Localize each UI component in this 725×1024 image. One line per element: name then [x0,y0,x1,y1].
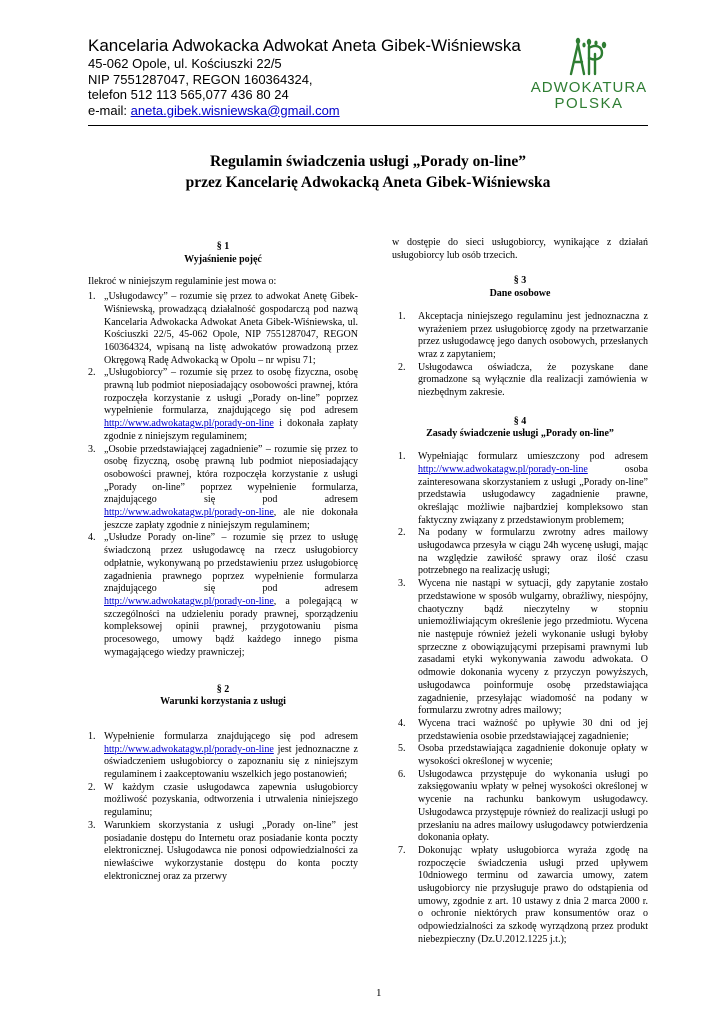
list-item [392,845,648,947]
list-item [392,743,648,768]
firm-address: 45-062 Opole, ul. Kościuszki 22/5 [88,56,282,71]
section-1-list [88,291,358,659]
header-divider [88,125,648,126]
item-number: 2. [398,527,406,539]
item-number: 1. [398,310,406,322]
item-text: , a polegającą w szczególności na udzieleniu porady prawnej, sporządzeniu kompleksowej opinii prawnej, przygotowaniu pisma procesowego, umowy bądź każdego innego pisma wymagającego wiedzy prawniczej; [104,595,358,658]
item-text: Na podany w formularzu zwrotny adres mailowy usługodawca przesyła w ciągu 24h wycenę usługi, mając na względzie zawiłość sprawy oraz ilość czasu potrzebnego na realizację usługi; [418,527,648,577]
list-item [88,532,358,659]
logo-text-line1: ADWOKATURA [530,79,648,96]
item-text: Dokonując wpłaty usługobiorca wyraża zgodę na rozpoczęcie świadczenia usługi przed upływem 10dniowego terminu od zawarcia umowy, zatem usługobiorcy nie przysługuje prawo do odstąpienia od umowy, zgodnie z art. 10 ustawy z dnia 2 marca 2000 r. o ochronie niektórych praw konsumentów oraz o odpowiedzialności za szkodę wyrządzoną przez produkt niebezpieczny (Dz.U.2012.1225 j.t.); [418,844,648,945]
item-number: 1. [88,730,96,742]
item-number: 3. [88,819,96,831]
item-number: 2. [88,367,96,379]
section-3-title: Dane osobowe [489,288,551,300]
list-item [392,362,648,400]
list-item [88,444,358,533]
item-text: Akceptacja niniejszego regulaminu jest jednoznaczna z wyrażeniem przez usługobiorcę zgody na przetwarzanie przez usługodawcę jego danych osobowych, przesłanych wraz z zapytaniem; [418,310,648,360]
list-item [392,578,648,718]
item-text: Wypełnienie formularza znajdującego się pod adresem [104,730,358,742]
item-number: 7. [398,844,406,856]
section-3-number: § 3 [513,275,527,287]
list-item [88,782,358,820]
adwokatura-logo [523,36,655,116]
adwokatura-emblem-icon [565,36,613,78]
porady-online-link[interactable]: http://www.adwokatagw.pl/porady-on-line [104,507,274,519]
item-number: 5. [398,743,406,755]
section-4-title: Zasady świadczenie usługi „Porady on-line” [426,428,614,440]
section-1-title: Wyjaśnienie pojęć [184,253,262,265]
firm-email-line [88,103,548,119]
logo-text-line2: POLSKA [554,95,624,112]
item-number: 3. [398,578,406,590]
list-item [392,527,648,578]
list-item [392,311,648,362]
firm-name: Kancelaria Adwokacka Adwokat Aneta Gibek-Wiśniewska [88,36,521,55]
item-text: „Usłudze Porady on-line” – rozumie się przez to usługę świadczoną przez usługodawcę na rzecz usługobiorcy odpłatnie, wykonywaną po przedstawieniu przez usługobiorcę zagadnienia prawnego poprzez wypełnienie formularza znajdującego się pod adresem [104,532,358,595]
list-item [392,769,648,845]
item-text: i dokonała zapłaty zgodnie z niniejszym regulaminem; [104,418,358,442]
section-4-number: § 4 [513,415,527,427]
item-text: Usługodawca oświadcza, że pozyskane dane gromadzone są wyłącznie dla realizacji zamówienia w niezbędnym zakresie. [418,361,648,399]
section-4-list [392,451,648,946]
item-number: 1. [88,291,96,303]
document-title [88,151,648,193]
continued-text: w dostępie do sieci usługobiorcy, wynikające z działań usługobiorcy lub osób trzecich. [392,237,648,261]
item-text: „Osobie przedstawiającej zagadnienie” – rozumie się przez to osobę fizyczną, osobę prawną lub podmiot nieposiadający osobowości prawnej, która rozpoczęła korzystanie z usługi „Porady on-line” poprzez wypełnienie formularza, znajdującego się pod adresem [104,443,358,506]
email-link[interactable]: aneta.gibek.wisniewska@gmail.com [130,102,340,118]
title-line-2: przez Kancelarię Adwokacką Aneta Gibek-Wiśniewska [185,174,551,191]
page-number: 1 [376,987,382,999]
item-text: Usługodawca przystępuje do wykonania usługi po zaksięgowaniu wpłaty w pełnej wysokości określonej w wycenie na rachunku bankowym usługodawcy. Usługodawca przystępuje również do realizacji usługi po przesłaniu na adres mailowy usługodawcy potwierdzenia dokonania opłaty. [418,768,648,844]
item-text: jest jednoznaczne z oświadczeniem usługobiorcy o zapoznaniu się z niniejszym regulaminem i zaakceptowaniu wszelkich jego postanowień; [104,743,358,781]
item-text: W każdym czasie usługodawca zapewnia usługobiorcy możliwość pozyskania, odtworzenia i utrwalenia niniejszego regulaminu; [104,781,358,819]
item-text: Osoba przedstawiająca zagadnienie dokonuje opłaty w wysokości określonej w wycenie; [418,743,648,768]
item-number: 2. [88,781,96,793]
item-text: Wypełniając formularz umieszczony pod adresem [418,451,648,463]
porady-online-link[interactable]: http://www.adwokatagw.pl/porady-on-line [418,463,588,475]
list-item [88,291,358,367]
list-item [392,718,648,743]
porady-online-link[interactable]: http://www.adwokatagw.pl/porady-on-line [104,418,274,430]
item-text: Wycena traci ważność po upływie 30 dni od jej przedstawienia osobie przedstawiającej zagadnienie; [418,717,648,742]
list-item [392,451,648,527]
section-1-intro: Ilekroć w niniejszym regulaminie jest mowa o: [88,276,277,288]
section-3-list [392,311,648,400]
item-text: „Usługodawcy” – rozumie się przez to adwokat Anetę Gibek-Wiśniewską, prowadzącą działalność gospodarczą pod nazwą Kancelaria Adwokacka Adwokat Aneta Gibek-Wiśniewska, ul. Kościuszki 22/5, 45-062 Opole, NIP 7551287047, REGON 160364324, wpisaną na listę adwokatów prowadzoną przez Okręgową Radę Adwokacką w Opolu – nr wpisu 71; [104,291,358,366]
left-column [88,241,358,883]
item-number: 3. [88,443,96,455]
item-text: Wycena nie nastąpi w sytuacji, gdy zapytanie zostało przedstawione w sposób wulgarny, obraźliwy, niespójny, chaotyczny bądź nieczytelny w stopniu uniemożliwiającym określenie jego przedmiotu. Wycena nie następuje również jeżeli wykonanie usługi byłoby sprzeczne z obowiązującymi przepisami prawnymi lub zasadami etyki wykonywania zawodu adwokata. O odmowie dokonania wyceny z przyczyn powyższych, usługodawca poinformuje osobę przedstawiająca zagadnienie, przesyłając wiadomość na podany w formularzu zwrotny adres mailowy; [418,578,648,717]
firm-phone: telefon 512 113 565,077 436 80 24 [88,87,289,102]
item-text: Warunkiem skorzystania z usługi „Porady on-line” jest posiadanie dostępu do Internetu oraz posiadanie konta poczty elektronicznej. Usługodawca nie ponosi odpowiedzialności za niewłaściwe wykorzystanie dostępu do konta poczty elektronicznej oraz za przerwy [104,819,358,882]
item-number: 4. [398,717,406,729]
item-text: osoba zainteresowana skorzystaniem z usługi „Porady on-line” przedstawia usługodawcy zagadnienie prawne, określając możliwie najbardziej kompleksowo stan faktyczny związany z przedstawionym problemem; [418,463,648,526]
porady-online-link[interactable]: http://www.adwokatagw.pl/porady-on-line [104,595,274,607]
email-label: e-mail: [88,102,131,118]
section-1-number: § 1 [216,241,230,252]
list-item [88,367,358,443]
porady-online-link[interactable]: http://www.adwokatagw.pl/porady-on-line [104,743,274,755]
item-number: 2. [398,361,406,373]
section-2-number: § 2 [216,683,230,695]
firm-ids: NIP 7551287047, REGON 160364324, [88,71,313,87]
section-2-title: Warunki korzystania z usługi [160,696,286,708]
right-column [392,237,648,947]
item-number: 6. [398,768,406,780]
list-item [88,731,358,782]
list-item [88,820,358,884]
title-line-1: Regulamin świadczenia usługi „Porady on-line” [209,153,527,170]
item-text: , ale nie dokonała jeszcze zapłaty zgodnie z niniejszym regulaminem; [104,507,358,531]
item-number: 4. [88,532,96,544]
section-2-list [88,731,358,883]
item-number: 1. [398,451,406,463]
item-text: „Usługobiorcy” – rozumie się przez to osobę fizyczna, osobę prawną lub podmiot nieposiadający osobowości prawnej, która rozpoczęła korzystanie z usługi „Porady on-line” poprzez wypełnienie formularza, znajdującego się pod adresem [104,367,358,417]
letterhead [88,36,548,118]
